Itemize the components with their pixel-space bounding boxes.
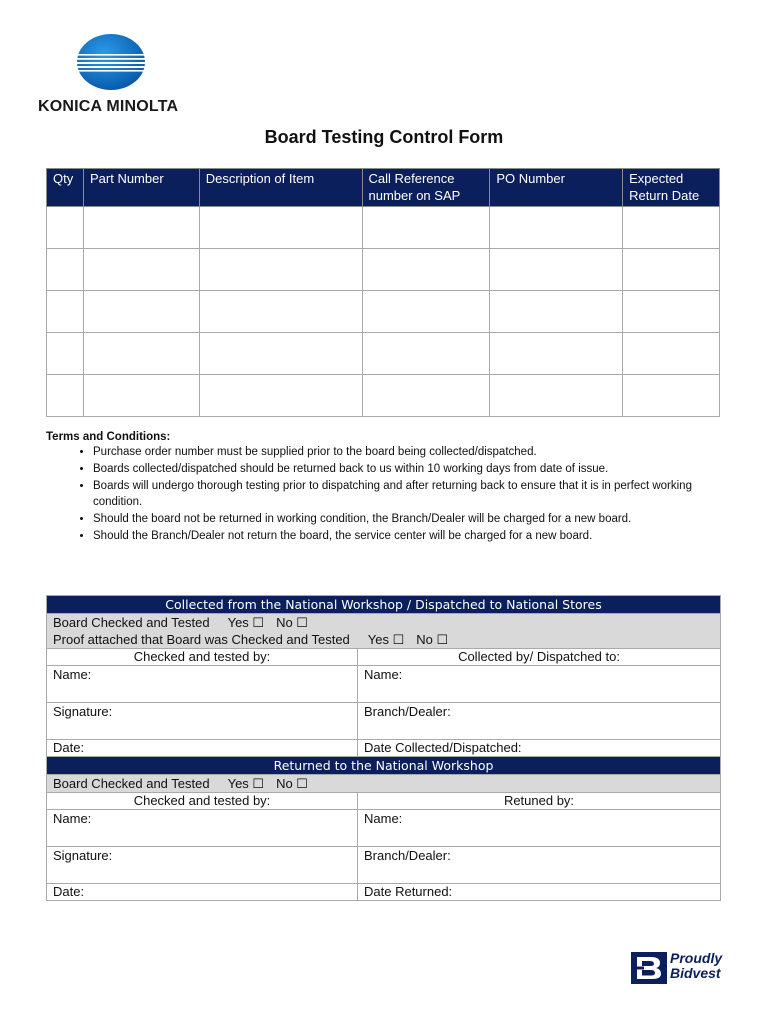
description-cell[interactable] — [199, 249, 362, 291]
expected-return-date-cell[interactable] — [623, 333, 720, 375]
returned-by-heading: Retuned by: — [358, 793, 721, 810]
list-item: • Boards collected/dispatched should be returned back to us within 10 working days from date of issue. — [93, 461, 726, 478]
table-row — [47, 249, 720, 291]
header-po-number: PO Number — [490, 169, 623, 207]
expected-return-date-cell[interactable] — [623, 207, 720, 249]
part-number-cell[interactable] — [83, 207, 199, 249]
qty-cell[interactable] — [47, 207, 84, 249]
control-table — [46, 595, 721, 901]
list-item: • Purchase order number must be supplied prior to the board being collected/dispatched. — [93, 444, 726, 461]
konica-minolta-logo — [38, 34, 188, 118]
po-number-cell[interactable] — [490, 375, 623, 417]
checked-tested-by-heading: Checked and tested by: — [47, 793, 358, 810]
qty-cell[interactable] — [47, 375, 84, 417]
description-cell[interactable] — [199, 333, 362, 375]
po-number-cell[interactable] — [490, 333, 623, 375]
part-number-cell[interactable] — [83, 291, 199, 333]
proudly-bidvest-logo — [631, 950, 741, 986]
date-field[interactable]: Date: — [47, 740, 358, 757]
po-number-cell[interactable] — [490, 291, 623, 333]
no-checkbox[interactable]: No ☐ — [416, 632, 449, 647]
yes-checkbox[interactable]: Yes ☐ — [227, 776, 265, 791]
checked-tested-by-heading: Checked and tested by: — [47, 649, 358, 666]
part-number-cell[interactable] — [83, 375, 199, 417]
no-checkbox[interactable]: No ☐ — [276, 776, 308, 791]
collected-by-heading: Collected by/ Dispatched to: — [358, 649, 721, 666]
signature-field[interactable]: Signature: — [47, 703, 358, 740]
name-field[interactable]: Name: — [358, 666, 721, 703]
list-item: • Should the Branch/Dealer not return the board, the service center will be charged for a new board. — [93, 528, 726, 545]
collected-section-header: Collected from the National Workshop / Dispatched to National Stores — [47, 596, 721, 614]
expected-return-date-cell[interactable] — [623, 249, 720, 291]
signature-field[interactable]: Signature: — [47, 847, 358, 884]
part-number-cell[interactable] — [83, 333, 199, 375]
branch-dealer-field[interactable]: Branch/Dealer: — [358, 847, 721, 884]
qty-cell[interactable] — [47, 249, 84, 291]
qty-cell[interactable] — [47, 291, 84, 333]
name-field[interactable]: Name: — [358, 810, 721, 847]
table-row — [47, 375, 720, 417]
call-reference-cell[interactable] — [362, 207, 490, 249]
po-number-cell[interactable] — [490, 207, 623, 249]
list-item: • Boards will undergo thorough testing prior to dispatching and after returning back to ensure that it is in perfect working condition. — [93, 478, 726, 512]
name-field[interactable]: Name: — [47, 666, 358, 703]
items-table-header-row — [47, 169, 720, 207]
list-item: • Should the board not be returned in working condition, the Branch/Dealer will be charged for a new board. — [93, 511, 726, 528]
branch-dealer-field[interactable]: Branch/Dealer: — [358, 703, 721, 740]
terms-list — [46, 444, 726, 545]
description-cell[interactable] — [199, 375, 362, 417]
yes-checkbox[interactable]: Yes ☐ — [227, 615, 265, 630]
proof-attached-label: Proof attached that Board was Checked and Tested — [53, 632, 350, 647]
description-cell[interactable] — [199, 207, 362, 249]
po-number-cell[interactable] — [490, 249, 623, 291]
bidvest-text: Bidvest — [670, 965, 721, 981]
date-collected-field[interactable]: Date Collected/Dispatched: — [358, 740, 721, 757]
board-checked-label: Board Checked and Tested — [53, 615, 210, 630]
yes-checkbox[interactable]: Yes ☐ — [367, 632, 405, 647]
header-call-reference: Call Reference number on SAP — [362, 169, 490, 207]
form-title: Board Testing Control Form — [264, 127, 504, 147]
call-reference-cell[interactable] — [362, 249, 490, 291]
header-part-number: Part Number — [83, 169, 199, 207]
returned-checks — [47, 775, 721, 793]
expected-return-date-cell[interactable] — [623, 375, 720, 417]
qty-cell[interactable] — [47, 333, 84, 375]
returned-section-header: Returned to the National Workshop — [47, 757, 721, 775]
terms-heading: Terms and Conditions: — [46, 431, 171, 443]
konica-minolta-globe-icon — [77, 34, 145, 90]
header-expected-return-date: Expected Return Date — [623, 169, 720, 207]
no-checkbox[interactable]: No ☐ — [276, 615, 308, 630]
board-checked-label: Board Checked and Tested — [53, 776, 210, 791]
part-number-cell[interactable] — [83, 249, 199, 291]
table-row — [47, 291, 720, 333]
date-returned-field[interactable]: Date Returned: — [358, 884, 721, 901]
proof-attached-line — [53, 631, 714, 648]
header-description: Description of Item — [199, 169, 362, 207]
proudly-text: Proudly — [670, 950, 723, 966]
table-row — [47, 333, 720, 375]
table-row — [47, 207, 720, 249]
expected-return-date-cell[interactable] — [623, 291, 720, 333]
board-checked-line — [53, 614, 714, 631]
items-table — [46, 168, 720, 417]
name-field[interactable]: Name: — [47, 810, 358, 847]
header-qty: Qty — [47, 169, 84, 207]
collected-checks — [47, 614, 721, 649]
proudly-bidvest-text — [670, 951, 722, 981]
description-cell[interactable] — [199, 291, 362, 333]
bidvest-b-icon — [631, 952, 667, 984]
brand-wordmark: KONICA MINOLTA — [38, 98, 179, 115]
call-reference-cell[interactable] — [362, 333, 490, 375]
call-reference-cell[interactable] — [362, 375, 490, 417]
date-field[interactable]: Date: — [47, 884, 358, 901]
call-reference-cell[interactable] — [362, 291, 490, 333]
terms-and-conditions — [46, 431, 726, 545]
